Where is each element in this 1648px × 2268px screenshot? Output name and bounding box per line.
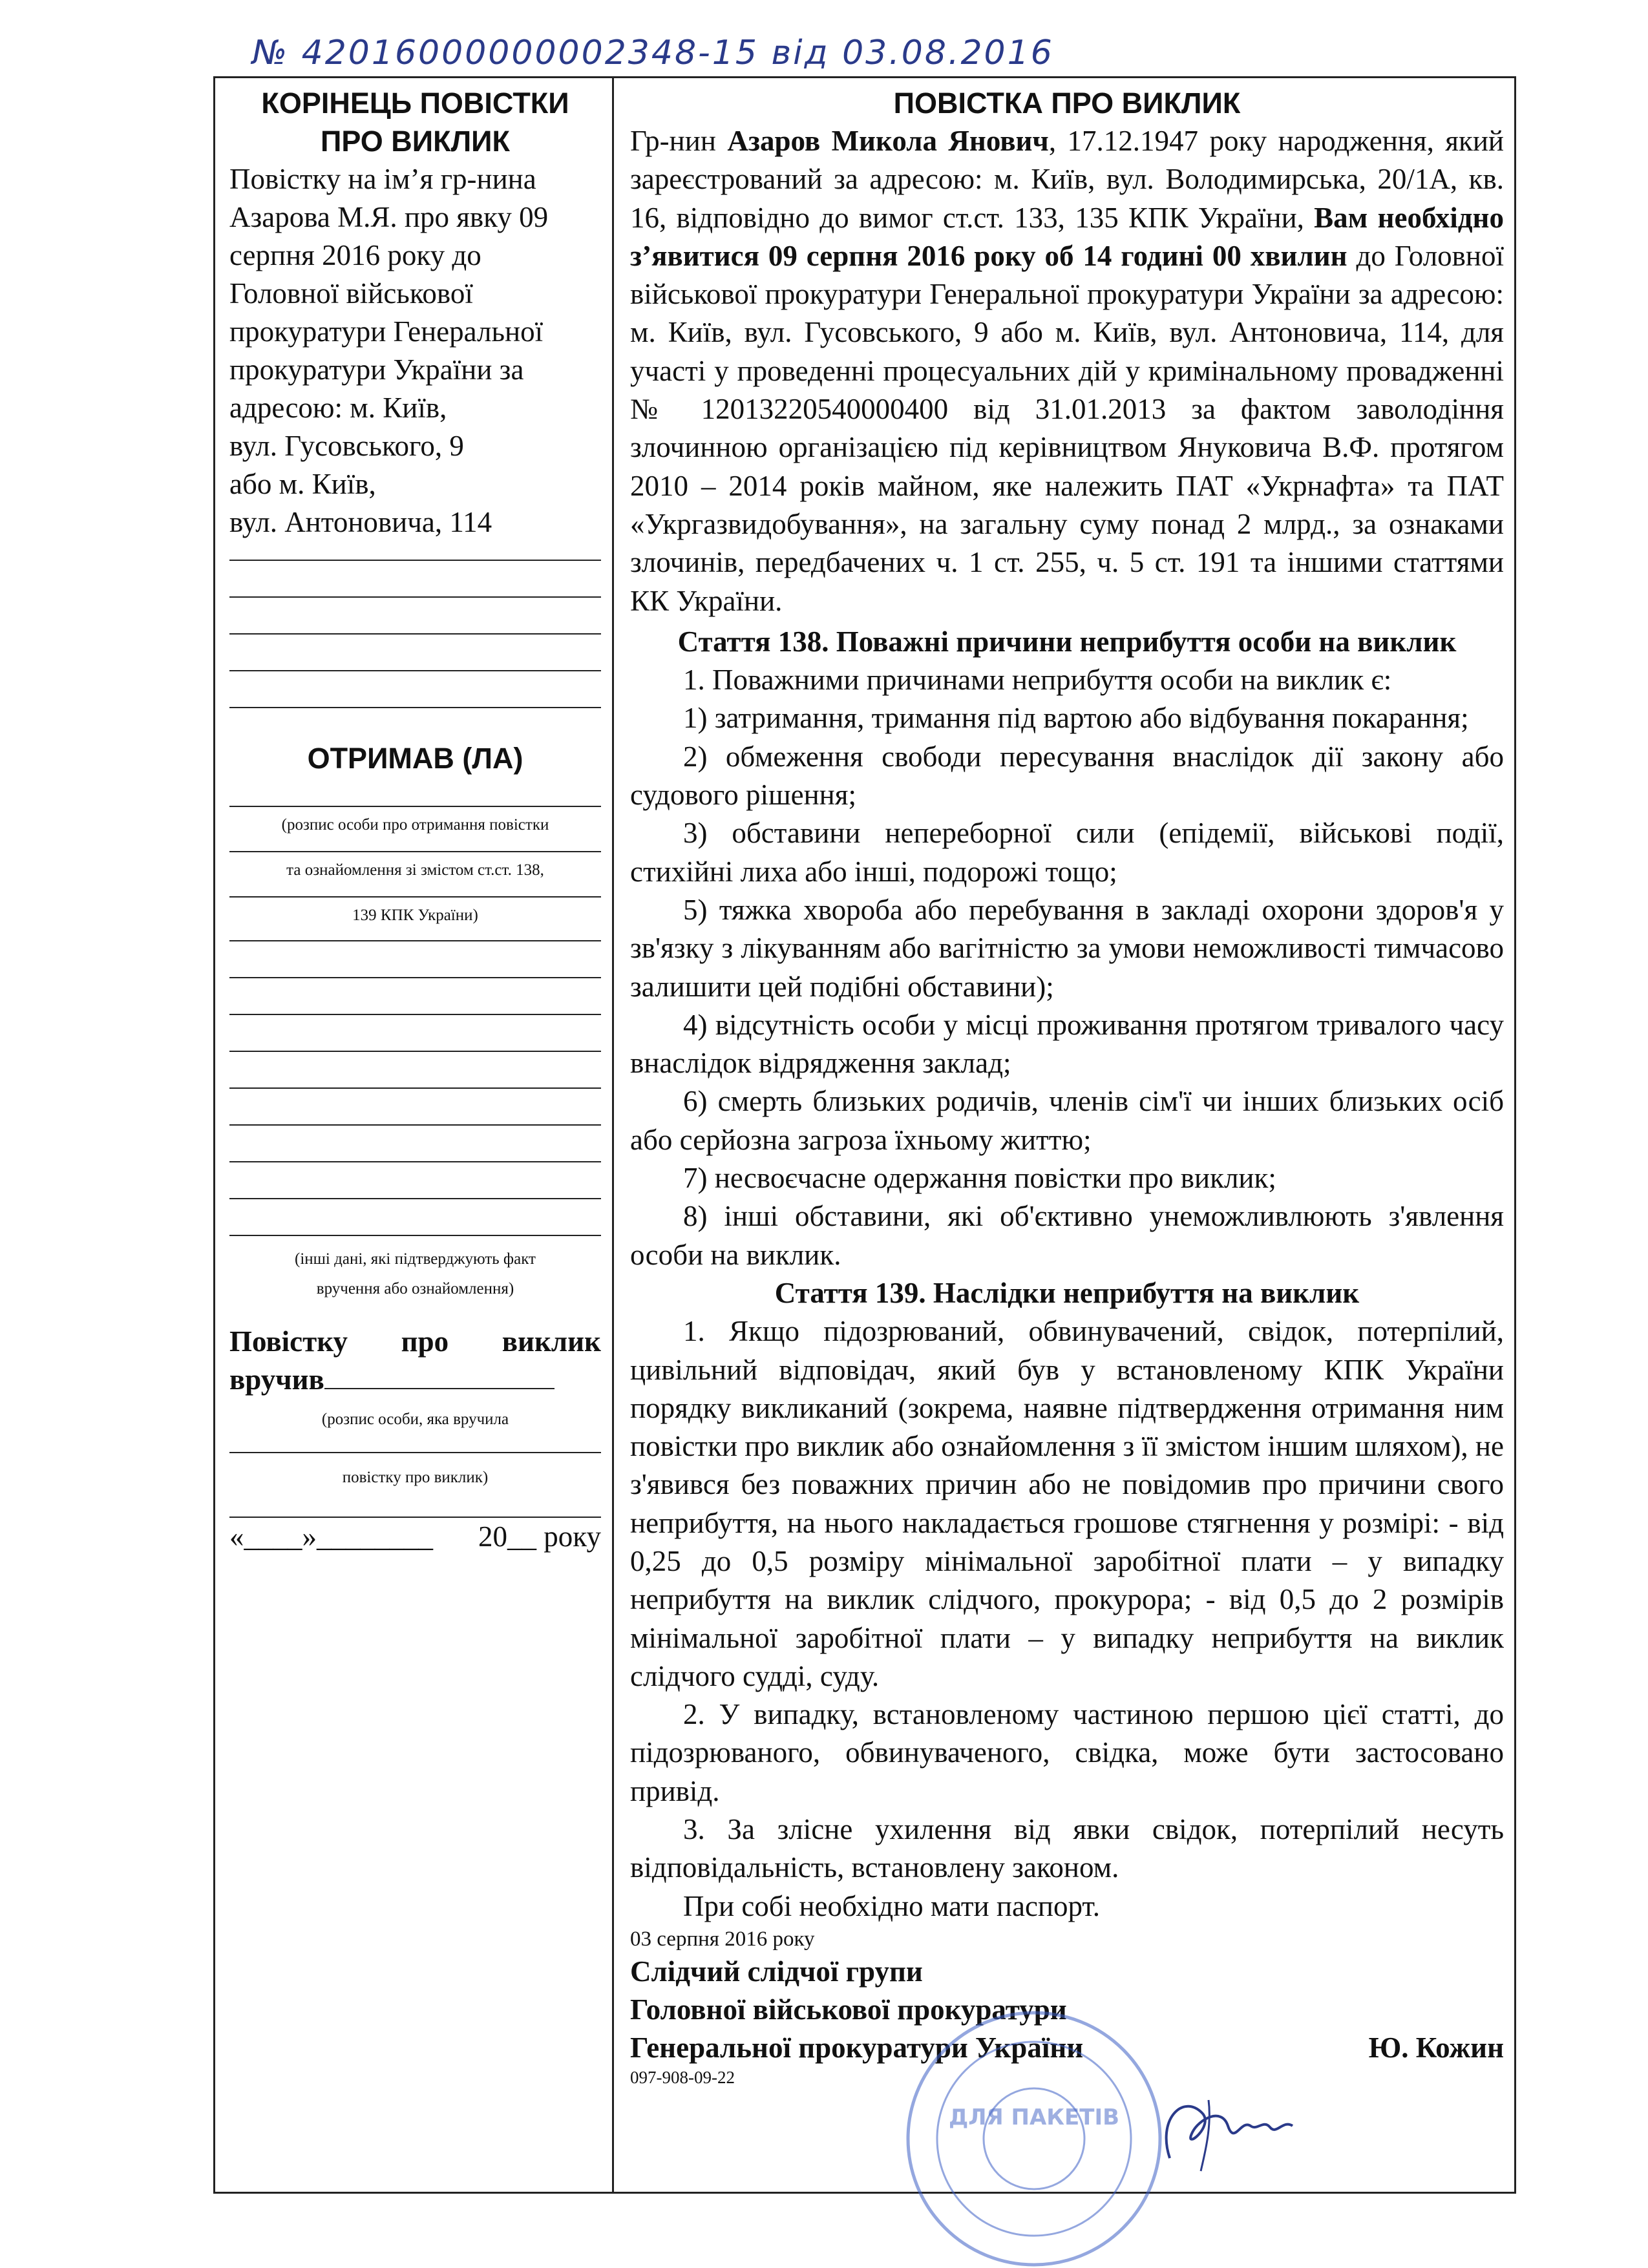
stub-line: прокуратури Генеральної [229, 315, 544, 348]
intro-text-b: до Головної військової прокуратури Генеральної прокуратури України за адресою: м. Київ, вул. Гусовського, 9 або м. Київ, вул. Антоновича, 114, для участі у проведенні процесуальних дій у кримінальному провадженні № 12013220540000400 від 31.01.2013 за фактом заволодіння злочинною організацією під керівництвом Януковича В.Ф. протягом 2010 – 2014 років майном, яке належить ПАТ «Укрнафта» та ПАТ «Укргазвидобування», на загальну суму понад 2 млрд., за ознаками злочинів, передбачених ч. 1 ст. 255, ч. 5 ст. 191 та іншими статтями КК України. [630, 239, 1505, 617]
stub-line: серпня 2016 року до [229, 239, 481, 271]
received-caption: (розпис особи про отримання повістки [281, 816, 549, 834]
signature-icon [1144, 2081, 1312, 2178]
signatory-line: Генеральної прокуратури України [630, 2031, 1084, 2064]
blank-line[interactable] [229, 635, 601, 671]
article-138-title: Стаття 138. Поважні причини неприбуття особи на виклик [677, 625, 1457, 658]
blank-line[interactable] [229, 1015, 601, 1052]
stub-line: або м. Київ, [229, 468, 376, 500]
handed-line [229, 1361, 601, 1399]
blank-line[interactable] [229, 598, 601, 635]
stub-line: прокуратури України за [229, 353, 524, 386]
signatory-line: Головної військової прокуратури [630, 1993, 1067, 2026]
stub-column [229, 84, 601, 1556]
stub-line: адресою: м. Київ, [229, 392, 447, 424]
received-caption: 139 КПК України) [352, 907, 478, 924]
blank-line[interactable] [229, 978, 601, 1015]
blank-line[interactable] [229, 941, 601, 978]
passport-note: При собі необхідно мати паспорт. [683, 1889, 1100, 1922]
other-caption: (інші дані, які підтверджують факт [295, 1250, 536, 1268]
intro-prefix: Гр-нин [630, 125, 728, 157]
stub-date-line [229, 1518, 601, 1556]
article-138-para: 7) несвоєчасне одержання повістки про виклик; [683, 1162, 1276, 1195]
notice-column [630, 84, 1504, 2088]
article-138-para: 2) обмеження свободи пересування внаслідок дії закону або судового рішення; [630, 740, 1504, 812]
stub-line: вул. Антоновича, 114 [229, 506, 492, 538]
handed-signature-field[interactable] [324, 1362, 555, 1389]
blank-line[interactable] [229, 887, 601, 898]
blank-line[interactable] [229, 561, 601, 598]
stub-date-year[interactable]: 20__ року [478, 1520, 601, 1553]
handed-caption: (розпис особи, яка вручила [321, 1411, 509, 1428]
phone-number: 097-908-09-22 [630, 2067, 735, 2087]
signatory-name: Ю. Кожин [1368, 2031, 1504, 2064]
stub-line: Повістку на ім’я гр-нина [229, 163, 536, 195]
stub-line: вул. Гусовського, 9 [229, 430, 464, 462]
stamp-text: ДЛЯ ПАКЕТІВ [948, 2105, 1120, 2130]
appearance-time: Вам необхідно з’явитися 09 серпня 2016 року об 14 годині 00 хвилин [630, 201, 1504, 272]
stub-title: КОРІНЕЦЬ ПОВІСТКИ ПРО ВИКЛИК [261, 87, 569, 158]
notice-title: ПОВІСТКА ПРО ВИКЛИК [893, 87, 1241, 120]
article-138-para: 1. Поважними причинами неприбуття особи на виклик є: [683, 664, 1392, 697]
stub-line: Головної військової [229, 277, 473, 310]
article-139-title: Стаття 139. Наслідки неприбуття на виклик [774, 1276, 1360, 1309]
column-divider [612, 76, 614, 2194]
stub-line: Азарова М.Я. про явку 09 [229, 201, 549, 233]
article-138-para: 4) відсутність особи у місці проживання протягом тривалого часу внаслідок відрядження заклад; [630, 1008, 1504, 1080]
person-name: Азаров Микола Янович [727, 125, 1049, 157]
blank-line[interactable] [229, 1436, 601, 1453]
signatory-line: Слідчий слідчої групи [630, 1955, 923, 1988]
blank-line[interactable] [229, 932, 601, 941]
intro-text-a: , 17.12.1947 року народження, який зареєстрований за адресою: м. Київ, вул. Володимирська, 20/1А, кв. 16, відповідно до вимог ст.ст. 133, 135 КПК України, [630, 125, 1504, 234]
notice-intro [630, 122, 1504, 620]
handed-label: вручив [229, 1363, 324, 1396]
blank-line[interactable] [229, 1126, 601, 1162]
notice-date: 03 серпня 2016 року [630, 1927, 815, 1951]
article-138-para: 1) затримання, тримання під вартою або відбування покарання; [683, 702, 1469, 735]
article-139-para: 2. У випадку, встановленому частиною першою цієї статті, до підозрюваного, обвинуваченого, свідка, може бути застосовано привід. [630, 1698, 1504, 1807]
handed-caption: повістку про виклик) [342, 1469, 489, 1486]
blank-line[interactable] [229, 1089, 601, 1126]
blank-line[interactable] [229, 1052, 601, 1089]
article-139-para: 3. За злісне ухилення від явки свідок, потерпілий несуть відповідальність, встановлену законом. [630, 1813, 1504, 1884]
blank-line[interactable] [229, 842, 601, 852]
received-caption: та ознайомлення зі змістом ст.ст. 138, [286, 861, 544, 879]
article-139-para: 1. Якщо підозрюваний, обвинувачений, свідок, потерпілий, цивільний відповідач, який був у встановленому КПК України порядку викликаний (зокрема, наявне підтвердження отримання ним повістки про виклик або ознайомлення з її змістом іншим шляхом), не з'явився без поважних причин або не повідомив про причини свого неприбуття, на нього накладається грошове стягнення у розмірі: - від 0,25 до 0,5 розміру мінімальної заробітної плати – у випадку неприбуття на виклик слідчого, прокурора; - від 0,5 до 2 розмірів мінімальної заробітної плати – у випадку неприбуття на виклик слідчого судді, суду. [630, 1315, 1504, 1692]
other-caption: вручення або ознайомлення) [316, 1280, 514, 1297]
blank-line[interactable] [229, 671, 601, 708]
article-138-para: 8) інші обставини, які об'єктивно унеможливлюють з'явлення особи на виклик. [630, 1200, 1504, 1271]
blank-line[interactable] [229, 1495, 601, 1518]
stub-body [229, 160, 601, 541]
handed-text: Повістку про виклик [229, 1325, 601, 1358]
received-signature-line[interactable] [229, 777, 601, 807]
article-138-para: 6) смерть близьких родичів, членів сім'ї чи інших близьких осіб або серйозна загроза їхньому життю; [630, 1085, 1504, 1156]
received-title: ОТРИМАВ (ЛА) [307, 742, 523, 775]
blank-line[interactable] [229, 1199, 601, 1236]
blank-line[interactable] [229, 541, 601, 561]
stub-date-day-month[interactable]: «____»________ [229, 1520, 433, 1553]
handwritten-reference: № 42016000000002348-15 від 03.08.2016 [252, 34, 1054, 72]
article-138-para: 5) тяжка хвороба або перебування в закладі охорони здоров'я у зв'язку з лікуванням або вагітністю за умови неможливості тимчасово залишити цей подібні обставини); [630, 893, 1504, 1003]
article-138-para: 3) обставини непереборної сили (епідемії, військові події, стихійні лиха або інші, подорожі тощо; [630, 817, 1504, 888]
blank-line[interactable] [229, 1162, 601, 1199]
